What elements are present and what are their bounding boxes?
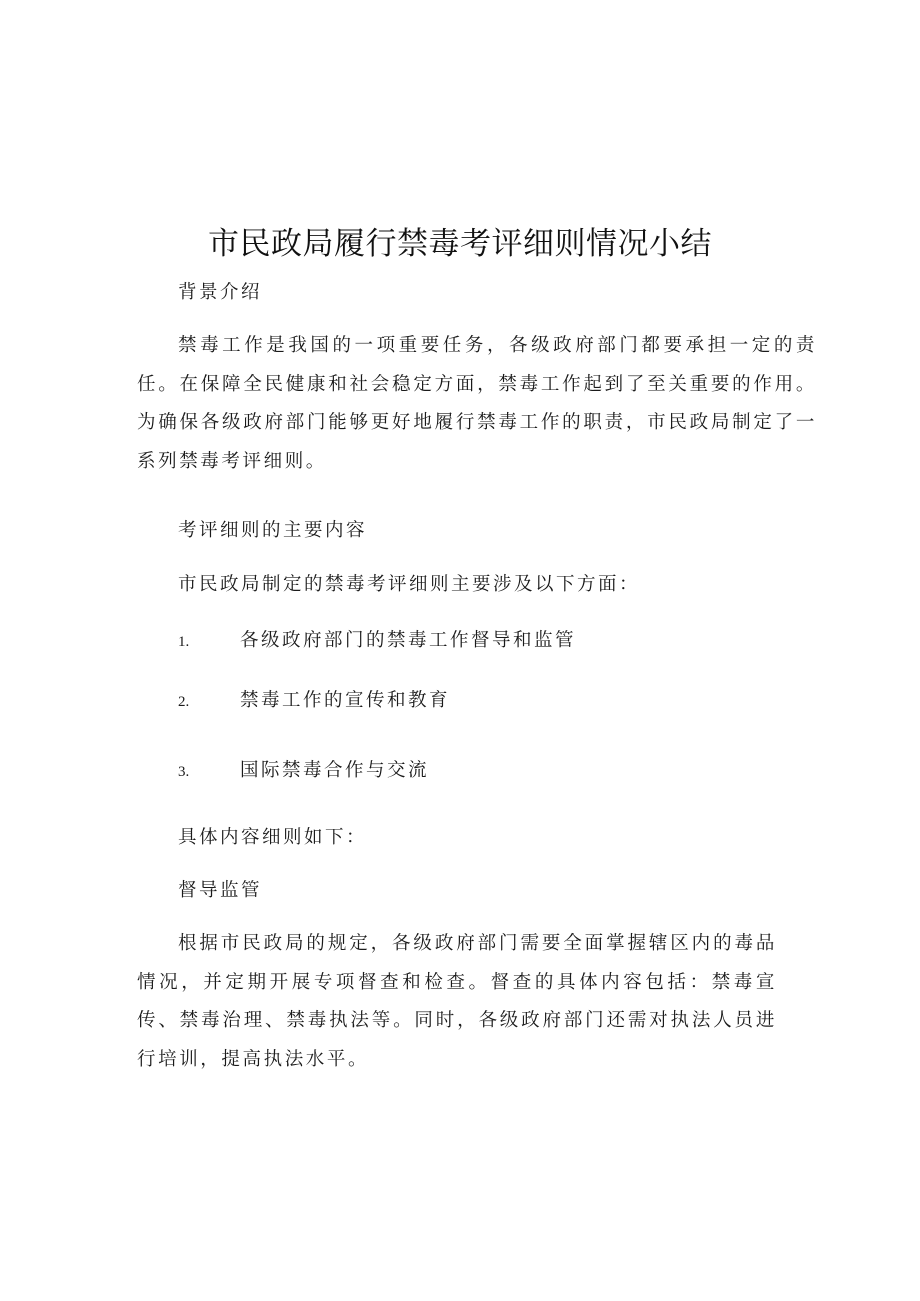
content-intro-text: 市民政局制定的禁毒考评细则主要涉及以下方面： <box>178 574 641 595</box>
section-heading-supervision: 督导监管 <box>178 880 263 901</box>
list-item <box>178 756 429 782</box>
list-item <box>178 626 576 652</box>
paragraph-supervision: 根据市民政局的规定，各级政府部门需要全面掌握辖区内的毒品情况，并定期开展专项督查和检查。督查的具体内容包括：禁毒宣传、禁毒治理、禁毒执法等。同时，各级政府部门还需对执法人员进行培训，提高执法水平。 <box>137 933 777 1070</box>
section-heading-background: 背景介绍 <box>178 282 263 303</box>
list-number: 1. <box>178 634 190 650</box>
section-heading-content: 考评细则的主要内容 <box>178 520 368 541</box>
details-intro-text: 具体内容细则如下： <box>178 827 368 848</box>
document-title: 市民政局履行禁毒考评细则情况小结 <box>208 226 712 262</box>
paragraph-background: 禁毒工作是我国的一项重要任务，各级政府部门都要承担一定的责任。在保障全民健康和社会稳定方面，禁毒工作起到了至关重要的作用。为确保各级政府部门能够更好地履行禁毒工作的职责，市民政局制定了一系列禁毒考评细则。 <box>137 335 817 472</box>
list-number: 3. <box>178 764 190 780</box>
list-text: 国际禁毒合作与交流 <box>240 760 430 781</box>
list-number: 2. <box>178 694 190 710</box>
list-text: 各级政府部门的禁毒工作督导和监管 <box>240 630 577 651</box>
list-item <box>178 686 450 712</box>
list-text: 禁毒工作的宣传和教育 <box>240 690 451 711</box>
